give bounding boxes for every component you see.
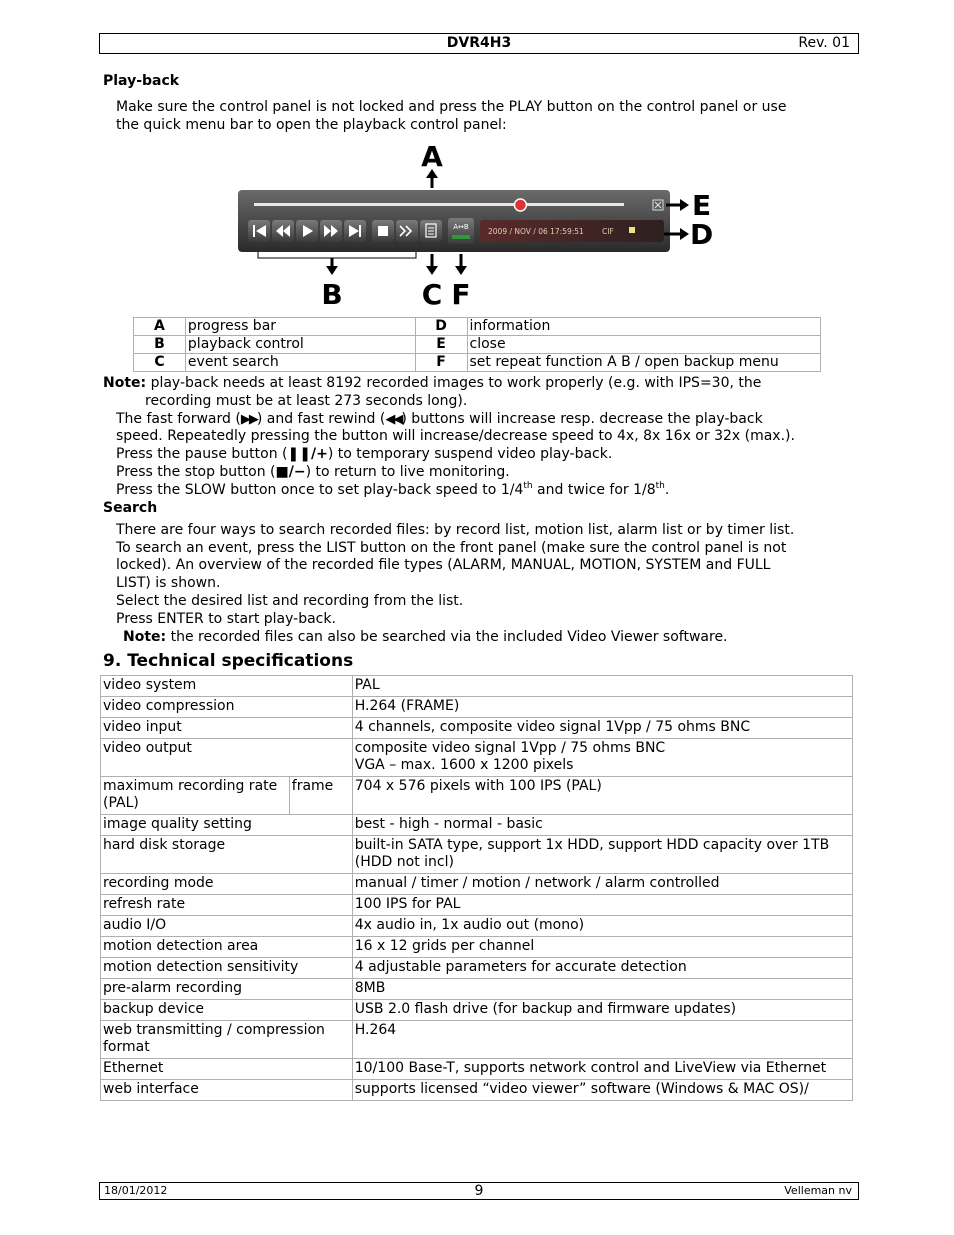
note-label: Note: [103, 375, 147, 391]
spec-row [101, 1080, 853, 1101]
spec-label: audio I/O [101, 916, 353, 937]
search-line-3: locked). An overview of the recorded file types (ALARM, MANUAL, MOTION, SYSTEM and FULL [116, 557, 771, 573]
spec-row [101, 815, 853, 836]
search-line-6: Press ENTER to start play-back. [116, 611, 336, 627]
spec-row [101, 1021, 853, 1059]
spec-row [101, 1059, 853, 1080]
spec-label: motion detection area [101, 937, 353, 958]
spec-label: video compression [101, 697, 353, 718]
spec-label: pre-alarm recording [101, 979, 353, 1000]
event-search-button[interactable] [420, 220, 442, 242]
spec-row [101, 958, 853, 979]
spec-value: composite video signal 1Vpp / 75 ohms BNC VGA – max. 1600 x 1200 pixels [352, 739, 852, 777]
spec-row [101, 739, 853, 777]
fast-rewind-icon: ◀◀ [385, 412, 402, 427]
ab-label: A↔B [453, 223, 469, 231]
spec-value: manual / timer / motion / network / alarm controlled [352, 874, 852, 895]
speed-text: speed. Repeatedly pressing the button will increase/decrease speed to 4x, 8x 16x or 32x (max.). [116, 428, 795, 444]
search-line-2: To search an event, press the LIST button on the front panel (make sure the control panel is not [116, 540, 787, 556]
info-format: CIF [602, 227, 614, 236]
spec-label: Ethernet [101, 1059, 353, 1080]
stop-button[interactable] [372, 220, 394, 242]
panel-legend-table [133, 317, 821, 372]
stop-text: Press the stop button (■/−) to return to live monitoring. [116, 464, 510, 480]
callout-f: F [451, 278, 471, 310]
spec-row [101, 916, 853, 937]
spec-label: hard disk storage [101, 836, 353, 874]
spec-row [101, 676, 853, 697]
search-line-4: LIST) is shown. [116, 575, 221, 591]
playback-intro-line-2: the quick menu bar to open the playback control panel: [116, 117, 507, 133]
spec-label: backup device [101, 1000, 353, 1021]
footer-company: Velleman nv [784, 1184, 852, 1197]
progress-bar[interactable] [254, 203, 624, 206]
spec-label: refresh rate [101, 895, 353, 916]
legend-key: F [415, 354, 467, 372]
search-line-5: Select the desired list and recording from the list. [116, 593, 464, 609]
spec-value: PAL [352, 676, 852, 697]
spec-value: supports licensed “video viewer” software (Windows & MAC OS)/ [352, 1080, 852, 1101]
spec-row [101, 718, 853, 739]
spec-value: 4 channels, composite video signal 1Vpp / 75 ohms BNC [352, 718, 852, 739]
slow-text: Press the SLOW button once to set play-back speed to 1/4th and twice for 1/8th. [116, 481, 670, 498]
playback-note-line-1: Note: play-back needs at least 8192 recorded images to work properly (e.g. with IPS=30, the [103, 375, 762, 391]
spec-label: recording mode [101, 874, 353, 895]
legend-row [134, 318, 821, 336]
spec-value: 4 adjustable parameters for accurate detection [352, 958, 852, 979]
legend-key: C [134, 354, 186, 372]
model-name: DVR4H3 [446, 35, 512, 51]
progress-knob[interactable] [514, 199, 526, 211]
page-header [99, 33, 859, 54]
page-number: 9 [474, 1183, 484, 1199]
callout-c: C [421, 278, 443, 310]
fast-forward-text: The fast forward (▶▶) and fast rewind (◀◀) buttons will increase resp. decrease the play-back [116, 411, 763, 427]
spec-value: USB 2.0 flash drive (for backup and firmware updates) [352, 1000, 852, 1021]
skip-forward-button[interactable] [344, 220, 366, 242]
spec-label: web interface [101, 1080, 353, 1101]
search-line-1: There are four ways to search recorded files: by record list, motion list, alarm list or by timer list. [116, 522, 795, 538]
pause-icon: ❚❚/+ [287, 446, 328, 462]
stop-icon: ■/− [275, 464, 306, 480]
search-note: Note: the recorded files can also be searched via the included Video Viewer software. [123, 629, 728, 645]
legend-value: event search [185, 354, 415, 372]
footer-date: 18/01/2012 [104, 1184, 168, 1197]
spec-value: 16 x 12 grids per channel [352, 937, 852, 958]
legend-row [134, 336, 821, 354]
callout-a: A [421, 140, 443, 173]
fast-forward-button[interactable] [320, 220, 342, 242]
spec-value: H.264 (FRAME) [352, 697, 852, 718]
spec-row [101, 895, 853, 916]
information-display [480, 220, 664, 242]
legend-key: D [415, 318, 467, 336]
spec-label: video output [101, 739, 353, 777]
spec-row [101, 979, 853, 1000]
spec-row [101, 777, 853, 815]
info-timestamp: 2009 / NOV / 06 17:59:51 [488, 227, 584, 236]
spec-label: web transmitting / compression format [101, 1021, 353, 1059]
legend-value: playback control [185, 336, 415, 354]
legend-value: close [467, 336, 820, 354]
slow-button[interactable] [396, 220, 418, 242]
page-footer [99, 1182, 859, 1200]
playback-heading: Play-back [103, 73, 180, 89]
legend-row [134, 354, 821, 372]
spec-value: 100 IPS for PAL [352, 895, 852, 916]
spec-row [101, 697, 853, 718]
spec-row [101, 836, 853, 874]
legend-key: B [134, 336, 186, 354]
spec-sublabel: frame [289, 777, 352, 815]
legend-key: A [134, 318, 186, 336]
spec-value: H.264 [352, 1021, 852, 1059]
search-heading: Search [103, 500, 158, 516]
repeat-backup-button[interactable] [448, 218, 474, 244]
spec-label: video input [101, 718, 353, 739]
spec-value: 10/100 Base-T, supports network control and LiveView via Ethernet [352, 1059, 852, 1080]
pause-text: Press the pause button (❚❚/+) to temporary suspend video play-back. [116, 446, 613, 462]
callout-d: D [690, 218, 714, 251]
spec-row [101, 1000, 853, 1021]
spec-label: video system [101, 676, 353, 697]
spec-value: 704 x 576 pixels with 100 IPS (PAL) [352, 777, 852, 815]
spec-value: 4x audio in, 1x audio out (mono) [352, 916, 852, 937]
spec-row [101, 874, 853, 895]
playback-note-line-2: recording must be at least 273 seconds long). [145, 393, 468, 409]
spec-label: image quality setting [101, 815, 353, 836]
spec-label: maximum recording rate (PAL) [101, 777, 290, 815]
legend-key: E [415, 336, 467, 354]
specs-table [100, 675, 853, 1101]
playback-intro-line-1: Make sure the control panel is not locked and press the PLAY button on the control panel or use [116, 99, 787, 115]
callout-e: E [692, 189, 712, 222]
legend-value: set repeat function A B / open backup menu [467, 354, 820, 372]
rewind-button[interactable] [272, 220, 294, 242]
spec-row [101, 937, 853, 958]
fast-forward-icon: ▶▶ [240, 412, 257, 427]
callout-b: B [321, 278, 343, 310]
playback-panel-figure [238, 140, 718, 310]
spec-value: built-in SATA type, support 1x HDD, support HDD capacity over 1TB (HDD not incl) [352, 836, 852, 874]
spec-label: motion detection sensitivity [101, 958, 353, 979]
specs-heading: 9. Technical specifications [103, 651, 354, 671]
spec-value: best - high - normal - basic [352, 815, 852, 836]
revision: Rev. 01 [798, 35, 850, 51]
legend-value: progress bar [185, 318, 415, 336]
play-button[interactable] [296, 220, 318, 242]
spec-value: 8MB [352, 979, 852, 1000]
legend-value: information [467, 318, 820, 336]
skip-back-button[interactable] [248, 220, 270, 242]
